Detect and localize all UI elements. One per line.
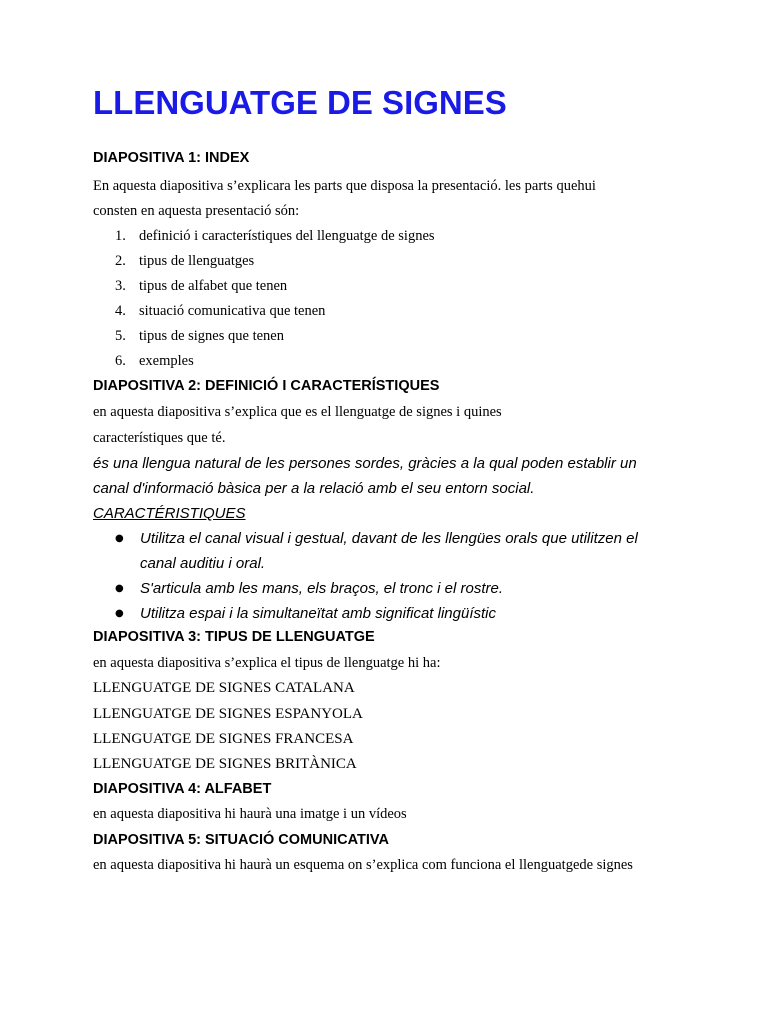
slide1-paragraph-line2: consten en aquesta presentació són: <box>93 203 300 219</box>
list-item-number: 3. <box>115 278 126 294</box>
document-title: LLENGUATGE DE SIGNES <box>93 84 507 121</box>
slide2-definition-line2: canal d'informació bàsica per a la relació amb el seu entorn social. <box>93 480 535 497</box>
list-item: definició i característiques del llenguatge de signes <box>139 228 435 244</box>
list-item: tipus de llenguatges <box>139 253 255 269</box>
slide2-heading: DIAPOSITIVA 2: DEFINICIÓ I CARACTERÍSTIQUES <box>93 378 440 394</box>
list-item: LLENGUATGE DE SIGNES CATALANA <box>93 680 355 696</box>
list-item: LLENGUATGE DE SIGNES FRANCESA <box>93 731 354 747</box>
list-item-number: 2. <box>115 253 126 269</box>
list-item-number: 4. <box>115 303 126 319</box>
slide2-paragraph-line2: característiques que té. <box>93 430 226 446</box>
list-item: exemples <box>139 353 194 369</box>
list-item-number: 6. <box>115 353 126 369</box>
slide2-subheading: CARACTÉRISTIQUES <box>93 505 246 522</box>
slide4-paragraph: en aquesta diapositiva hi haurà una imatge i un vídeos <box>93 806 407 822</box>
list-item: LLENGUATGE DE SIGNES BRITÀNICA <box>93 756 357 772</box>
slide5-heading: DIAPOSITIVA 5: SITUACIÓ COMUNICATIVA <box>93 832 389 848</box>
list-item-number: 1. <box>115 228 126 244</box>
slide1-heading: DIAPOSITIVA 1: INDEX <box>93 150 250 166</box>
slide3-heading: DIAPOSITIVA 3: TIPUS DE LLENGUATGE <box>93 629 375 645</box>
list-item-number: 5. <box>115 328 126 344</box>
slide3-paragraph: en aquesta diapositiva s’explica el tipus de llenguatge hi ha: <box>93 655 441 671</box>
bullet-icon: ● <box>115 608 124 619</box>
slide2-definition-line1: és una llengua natural de les persones sordes, gràcies a la qual poden establir un <box>93 455 637 472</box>
bullet-icon: ● <box>115 533 124 544</box>
list-item: Utilitza espai i la simultaneïtat amb significat lingüístic <box>140 605 496 622</box>
list-item: Utilitza el canal visual i gestual, davant de les llengües orals que utilitzen el <box>140 530 638 547</box>
slide1-paragraph-line1: En aquesta diapositiva s’explicara les parts que disposa la presentació. les parts quehui <box>93 178 596 194</box>
list-item: tipus de signes que tenen <box>139 328 284 344</box>
list-item: LLENGUATGE DE SIGNES ESPANYOLA <box>93 706 363 722</box>
slide2-paragraph-line1: en aquesta diapositiva s’explica que es el llenguatge de signes i quines <box>93 404 502 420</box>
bullet-icon: ● <box>115 583 124 594</box>
list-item: tipus de alfabet que tenen <box>139 278 288 294</box>
list-item: situació comunicativa que tenen <box>139 303 326 319</box>
list-item: S'articula amb les mans, els braços, el tronc i el rostre. <box>140 580 504 597</box>
slide4-heading: DIAPOSITIVA 4: ALFABET <box>93 781 272 797</box>
slide5-paragraph: en aquesta diapositiva hi haurà un esquema on s’explica com funciona el llenguatgede signes <box>93 857 633 873</box>
list-item-continuation: canal auditiu i oral. <box>140 555 266 572</box>
